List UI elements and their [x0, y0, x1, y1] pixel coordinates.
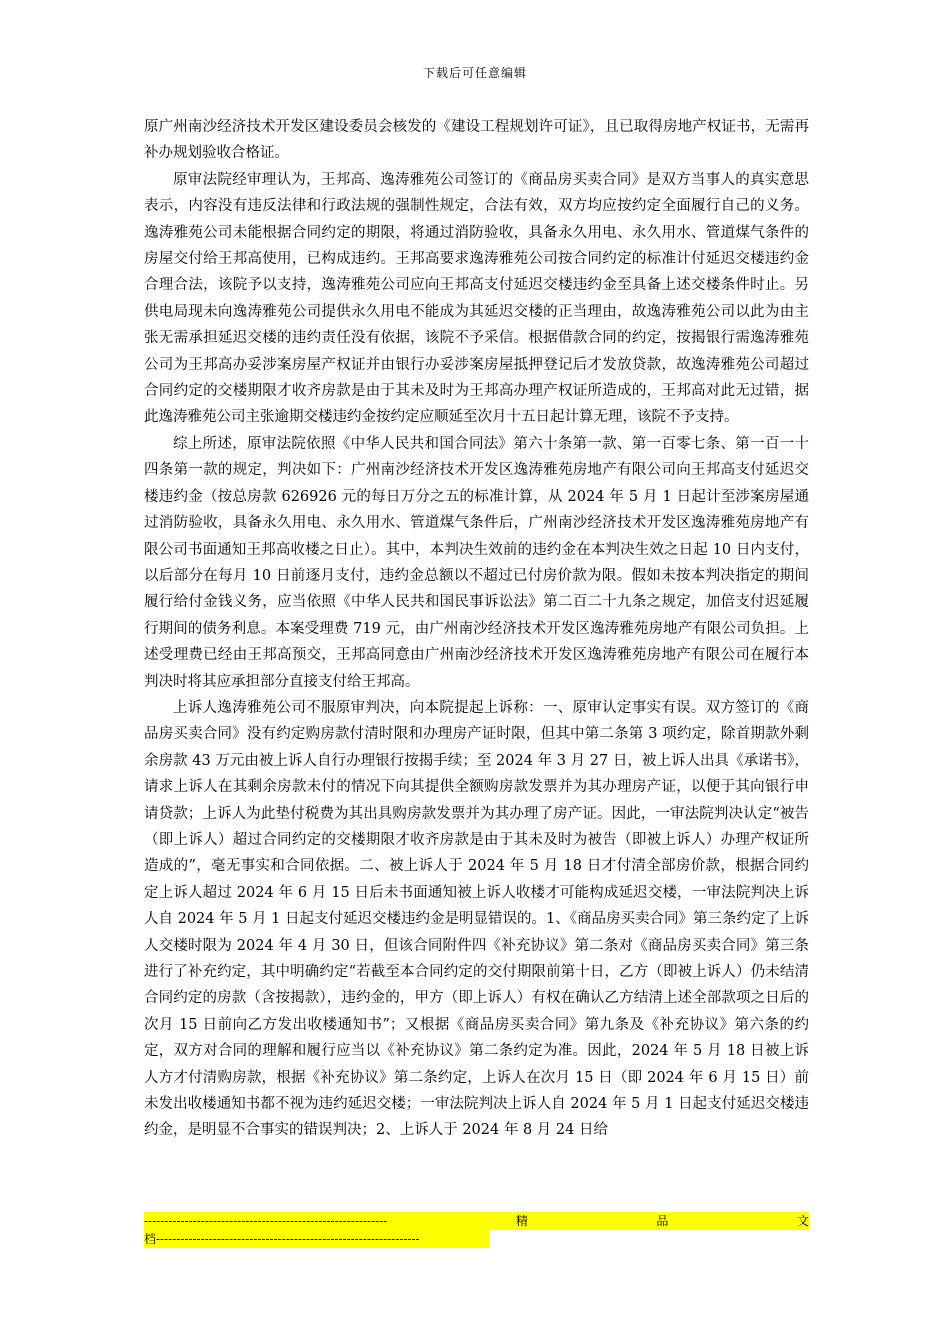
paragraph: 原审法院经审理认为，王邦高、逸涛雅苑公司签订的《商品房买卖合同》是双方当事人的真实意思表示，内容没有违反法律和行政法规的强制性规定，合法有效，双方均应按约定全面履行自己的义务。逸涛雅苑公司未能根据合同约定的期限，将通过消防验收，具备永久用电、永久用水、管道煤气条件的房屋交付给王邦高使用，已构成违约。王邦高要求逸涛雅苑公司按合同约定的标准计付延迟交楼违约金合理合法，该院予以支持，逸涛雅苑公司应向王邦高支付延迟交楼违约金至具备上述交楼条件时止。另供电局现未向逸涛雅苑公司提供永久用电不能成为其延迟交楼的正当理由，故逸涛雅苑公司以此为由主张无需承担延迟交楼的违约责任没有依据，该院不予采信。根据借款合同的约定，按揭银行需逸涛雅苑公司为王邦高办妥涉案房屋产权证并由银行办妥涉案房屋抵押登记后才发放贷款，故逸涛雅苑公司超过合同约定的交楼期限才收齐房款是由于其未及时为王邦高办理产权证所造成的，王邦高对此无过错，据此逸涛雅苑公司主张逾期交楼违约金按约定应顺延至次月十五日起计算无理，该院不予支持。 [144, 171, 809, 426]
paragraph: 原广州南沙经济技术开发区建设委员会核发的《建设工程规划许可证》，且已取得房地产权证书，无需再补办规划验收合格证。 [144, 119, 809, 162]
footer-word: 品 [656, 1214, 669, 1228]
paragraph: 上诉人逸涛雅苑公司不服原审判决，向本院提起上诉称：一、原审认定事实有误。双方签订的《商品房买卖合同》没有约定购房款付清时限和办理房产证时限，但其中第二条第 3 项约定，除首期款外剩余房款 43 万元由被上诉人自行办理银行按揭手续；至 2024 年 3 月 27 日，被上诉人出具《承诺书》，请求上诉人在其剩余房款未付的情况下向其提供全额购房款发票并为其办理房产证，以便于其向银行申请贷款；上诉人为此垫付税费为其出具购房款发票并为其办理了房产证。因此，一审法院判决认定“被告（即上诉人）超过合同约定的交楼期限才收齐房款是由于其未及时为被告（即被上诉人）办理产权证所造成的”，毫无事实和合同依据。二、被上诉人于 2024 年 5 月 18 日才付清全部房价款，根据合同约定上诉人超过 2024 年 6 月 15 日后未书面通知被上诉人收楼才可能构成延迟交楼，一审法院判决上诉人自 2024 年 5 月 1 日起支付延迟交楼违约金是明显错误的。1、《商品房买卖合同》第三条约定了上诉人交楼时限为 2024 年 4 月 30 日，但该合同附件四《补充协议》第二条对《商品房买卖合同》第三条进行了补充约定，其中明确约定“若截至本合同约定的交付期限前第十日，乙方（即被上诉人）仍未结清合同约定的房款（含按揭款），违约金的，甲方（即上诉人）有权在确认乙方结清上述全部款项之日后的次月 15 日前向乙方发出收楼通知书”；又根据《商品房买卖合同》第九条及《补充协议》第六条的约定，双方对合同的理解和履行应当以《补充协议》第二条约定为准。因此，2024 年 5 月 18 日被上诉人方才付清购房款，根据《补充协议》第二条约定，上诉人在次月 15 日（即 2024 年 6 月 15 日）前未发出收楼通知书都不视为违约延迟交楼；一审法院判决上诉人自 2024 年 5 月 1 日起支付延迟交楼违约金，是明显不合事实的错误判决；2、上诉人于 2024 年 8 月 24 日给 [144, 699, 809, 1139]
document-body [144, 114, 809, 1144]
footer-watermark [144, 1212, 809, 1253]
paragraph: 综上所述，原审法院依照《中华人民共和国合同法》第六十条第一款、第一百零七条、第一百一十四条第一款的规定，判决如下：广州南沙经济技术开发区逸涛雅苑房地产有限公司向王邦高支付延迟交楼违约金（按总房款 626926 元的每日万分之五的标准计算，从 2024 年 5 月 1 日起计至涉案房屋通过消防验收，具备永久用电、永久用水、管道煤气条件后，广州南沙经济技术开发区逸涛雅苑房地产有限公司书面通知王邦高收楼之日止）。其中，本判决生效前的违约金在本判决生效之日起 10 日内支付，以后部分在每月 10 日前逐月支付，违约金总额以不超过已付房价款为限。假如未按本判决指定的期间履行给付金钱义务，应当依照《中华人民共和国民事诉讼法》第二百二十九条之规定，加倍支付迟延履行期间的债务利息。本案受理费 719 元，由广州南沙经济技术开发区逸涛雅苑房地产有限公司负担。上述受理费已经由王邦高预交，王邦高同意由广州南沙经济技术开发区逸涛雅苑房地产有限公司在履行本判决时将其应承担部分直接支付给王邦高。 [144, 435, 809, 690]
footer-line-1 [144, 1212, 809, 1230]
footer-word: 精 [515, 1214, 528, 1228]
footer-dashes: ------------------------------------------------------------ [144, 1214, 388, 1228]
footer-word: 文 [796, 1214, 809, 1228]
footer-line-2: 档----------------------------------------------------------------- [144, 1230, 489, 1248]
page-header: 下载后可任意编辑 [422, 66, 527, 80]
